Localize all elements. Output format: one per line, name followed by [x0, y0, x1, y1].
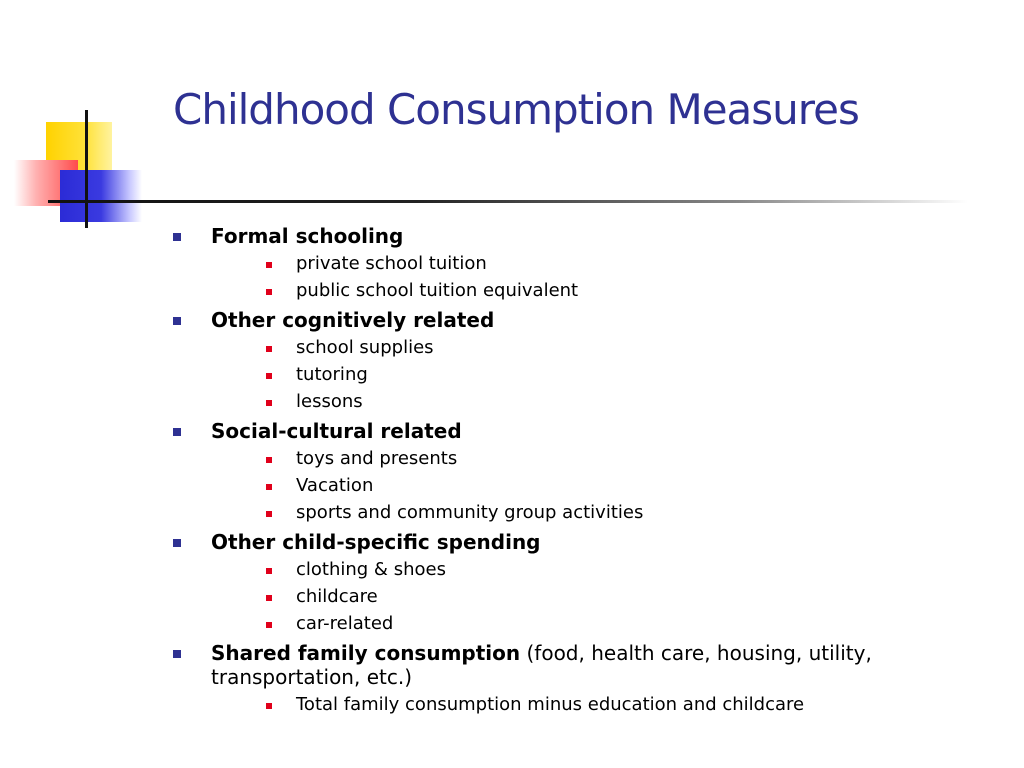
sub-bullet-item [211, 277, 931, 304]
sub-bullet-item [211, 610, 931, 637]
bullet-label: Shared family consumption [211, 641, 521, 665]
square-bullet-icon [173, 428, 181, 436]
bullet-item [171, 530, 931, 637]
bullet-item [171, 419, 931, 526]
corner-logo-graphic [0, 0, 160, 240]
square-bullet-icon [266, 568, 272, 574]
square-bullet-icon [266, 373, 272, 379]
sub-bullet-item [211, 499, 931, 526]
bullet-item [171, 308, 931, 415]
sub-bullet-list [211, 556, 931, 637]
sub-bullet-item [211, 556, 931, 583]
sub-bullet-item [211, 691, 931, 718]
square-bullet-icon [173, 539, 181, 547]
sub-bullet-label: childcare [296, 586, 378, 607]
sub-bullet-list [211, 691, 931, 718]
square-bullet-icon [266, 400, 272, 406]
sub-bullet-list [211, 250, 931, 304]
bullet-item [171, 224, 931, 304]
sub-bullet-item [211, 361, 931, 388]
square-bullet-icon [266, 595, 272, 601]
sub-bullet-item [211, 445, 931, 472]
square-bullet-icon [266, 622, 272, 628]
square-bullet-icon [173, 650, 181, 658]
sub-bullet-item [211, 583, 931, 610]
blue-square-shape [60, 170, 142, 222]
square-bullet-icon [266, 703, 272, 709]
sub-bullet-label: tutoring [296, 364, 368, 385]
sub-bullet-item [211, 472, 931, 499]
sub-bullet-list [211, 334, 931, 415]
slide-title: Childhood Consumption Measures [173, 85, 859, 134]
square-bullet-icon [266, 511, 272, 517]
square-bullet-icon [266, 484, 272, 490]
sub-bullet-label: school supplies [296, 337, 434, 358]
vertical-line [85, 110, 88, 228]
square-bullet-icon [173, 233, 181, 241]
sub-bullet-label: Vacation [296, 475, 374, 496]
square-bullet-icon [266, 262, 272, 268]
sub-bullet-label: clothing & shoes [296, 559, 446, 580]
sub-bullet-item [211, 334, 931, 361]
sub-bullet-label: lessons [296, 391, 363, 412]
sub-bullet-item [211, 388, 931, 415]
sub-bullet-label: sports and community group activities [296, 502, 644, 523]
square-bullet-icon [266, 346, 272, 352]
bullet-label: Formal schooling [211, 224, 404, 248]
bullet-label: Social-cultural related [211, 419, 462, 443]
bullet-list [171, 224, 931, 718]
sub-bullet-list [211, 445, 931, 526]
square-bullet-icon [266, 289, 272, 295]
sub-bullet-label: private school tuition [296, 253, 487, 274]
sub-bullet-label: Total family consumption minus education and childcare [296, 694, 805, 715]
sub-bullet-label: toys and presents [296, 448, 458, 469]
square-bullet-icon [173, 317, 181, 325]
bullet-note: (food, health care, housing, utility, transportation, etc.) [211, 641, 872, 689]
bullet-item [171, 641, 931, 718]
square-bullet-icon [266, 457, 272, 463]
sub-bullet-label: public school tuition equivalent [296, 280, 579, 301]
sub-bullet-item [211, 250, 931, 277]
bullet-label: Other cognitively related [211, 308, 495, 332]
title-divider-line [48, 200, 968, 203]
bullet-label: Other child-specific spending [211, 530, 541, 554]
sub-bullet-label: car-related [296, 613, 394, 634]
